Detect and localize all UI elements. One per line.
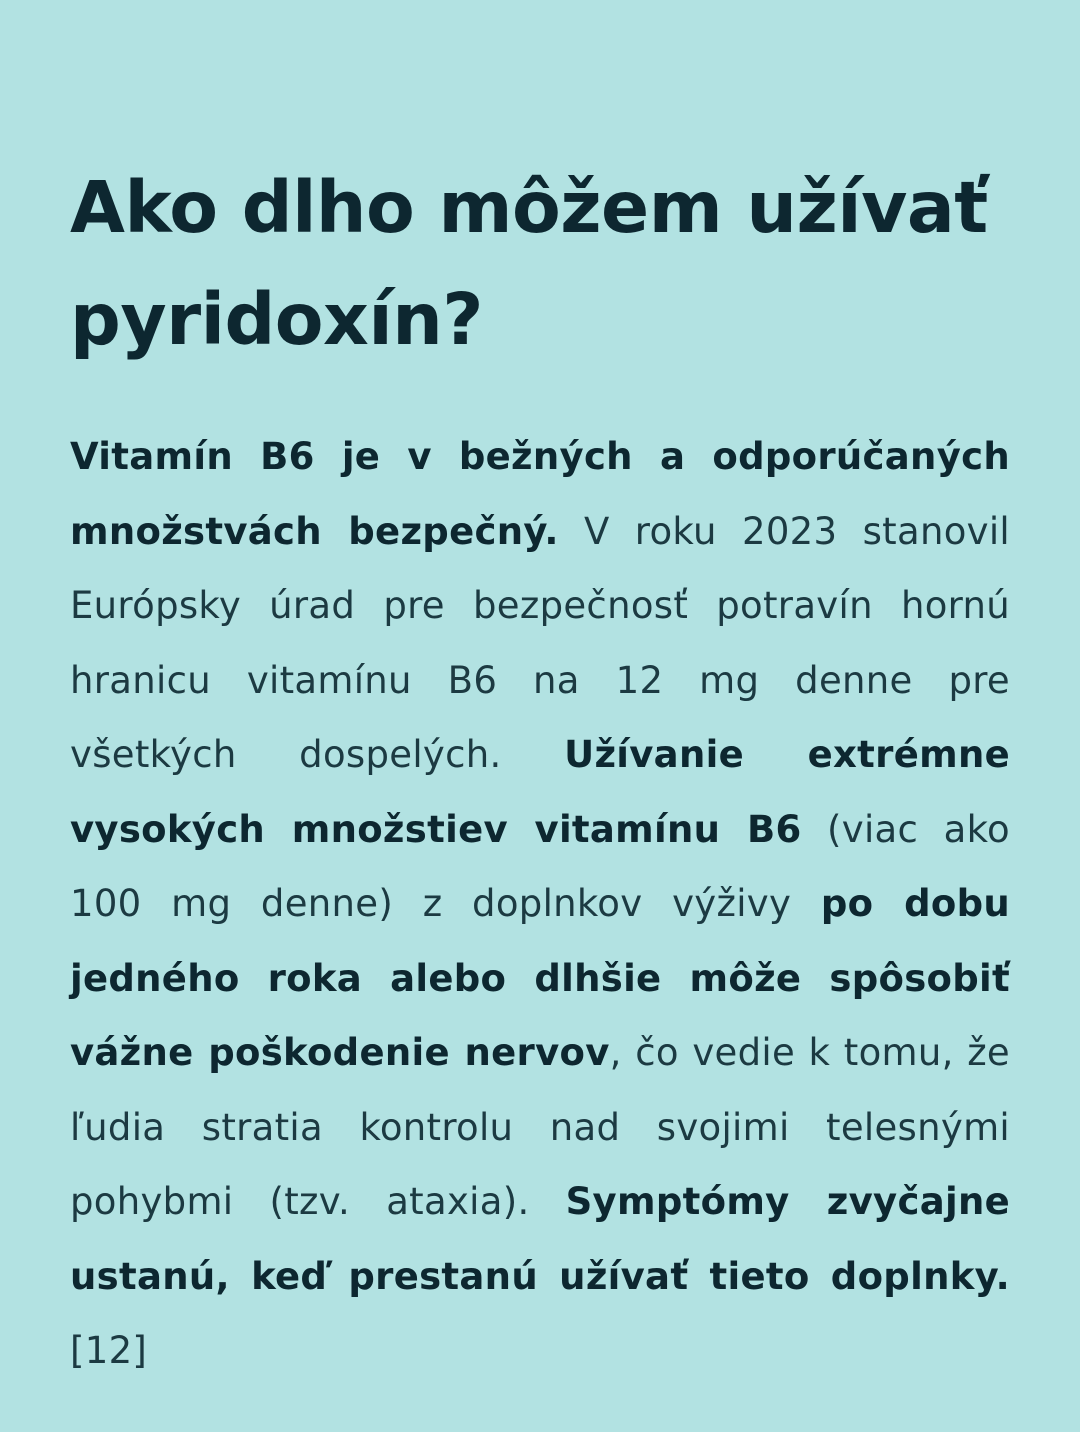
text-segment: (viac ako 100 mg denne) z doplnkov výživy [70, 807, 1010, 925]
bold-segment: po dobu jedného roka alebo dlhšie môže spôsobiť vážne poškodenie nervov [70, 882, 1011, 1074]
text-segment: , čo vedie k tomu, že ľudia stratia kontrolu nad svojimi telesnými pohybmi (tzv. ataxia). [70, 1031, 1010, 1223]
text-segment: V roku 2023 stanovil Európsky úrad pre bezpečnosť potravín hornú hranicu vitamínu B6 na 12 mg denne pre všetkých dospelých. [70, 509, 1010, 776]
article-paragraph [70, 420, 1010, 1389]
article-heading: Ako dlho môžem užívať pyridoxín? [70, 166, 988, 361]
bold-segment: Symptómy zvyčajne ustanú, keď prestanú užívať tieto doplnky. [70, 1180, 1010, 1298]
citation-reference[interactable]: [12] [70, 1329, 148, 1372]
bold-segment: Vitamín B6 je v bežných a odporúčaných množstvách bezpečný. [70, 435, 1010, 553]
bold-segment: Užívanie extrémne vysokých množstiev vitamínu B6 [70, 733, 1010, 851]
